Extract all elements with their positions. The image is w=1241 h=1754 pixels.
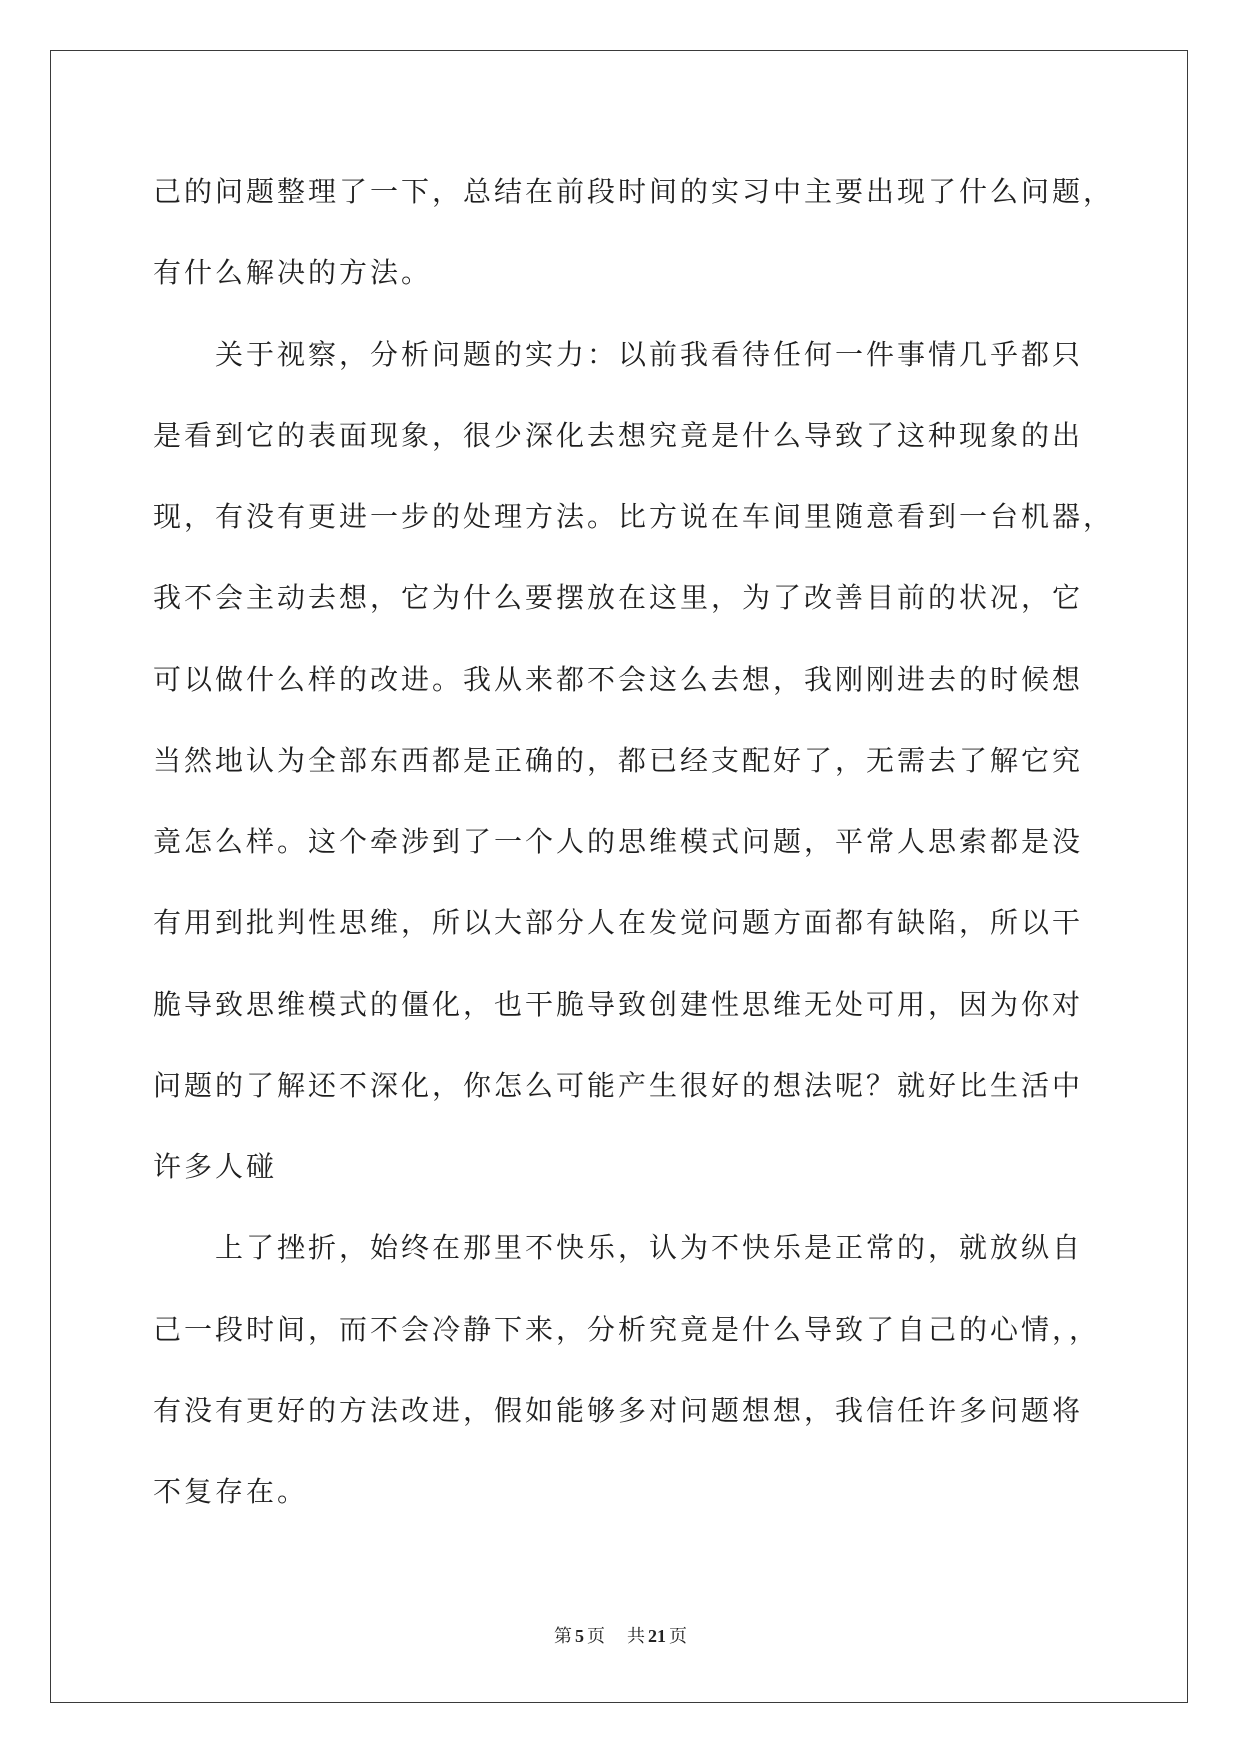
text-line: 我不会主动去想，它为什么要摆放在这里，为了改善目前的状况，它 [153,581,1084,615]
page-number-total [627,1626,687,1647]
text-line: 不复存在。 [153,1475,309,1508]
total-pages: 21 [648,1626,666,1646]
text-line: 问题的了解还不深化，你怎么可能产生很好的想法呢？就好比生活中 [153,1068,1084,1102]
text-line: 关于视察，分析问题的实力：以前我看待任何一件事情几乎都只 [215,337,1084,371]
page-suffix: 页 [587,1626,605,1647]
total-suffix: 页 [669,1626,687,1647]
page-number: 5 [575,1626,584,1646]
page-number-current [554,1626,605,1647]
page-prefix: 第 [554,1626,572,1647]
text-line: 有用到批判性思维，所以大部分人在发觉问题方面都有缺陷，所以干 [153,906,1084,940]
text-line: 上了挫折，始终在那里不快乐，认为不快乐是正常的，就放纵自 [215,1231,1084,1265]
text-line: 有什么解决的方法。 [153,256,433,290]
total-prefix: 共 [627,1626,645,1647]
text-line: 可以做什么样的改进。我从来都不会这么去想，我刚刚进去的时候想 [153,662,1084,696]
text-line: 许多人碰 [153,1150,278,1183]
text-line: 有没有更好的方法改进，假如能够多对问题想想，我信任许多问题将 [153,1393,1084,1427]
paragraph [153,151,1163,314]
text-line: 己的问题整理了一下，总结在前段时间的实习中主要出现了什么问题， [153,175,1115,208]
text-line: 脆导致思维模式的僵化，也干脆导致创建性思维无处可用，因为你对 [153,987,1084,1021]
text-line: 当然地认为全部东西都是正确的，都已经支配好了，无需去了解它究 [153,743,1084,777]
text-line: 竟怎么样。这个牵涉到了一个人的思维模式问题，平常人思索都是没 [153,825,1084,858]
text-line: 是看到它的表面现象，很少深化去想究竟是什么导致了这种现象的出 [153,418,1084,452]
text-line: 现，有没有更进一步的处理方法。比方说在车间里随意看到一台机器， [153,500,1115,533]
paragraph [153,314,1163,1208]
text-line: 己一段时间，而不会冷静下来，分析究竟是什么导致了自己的心情，， [153,1312,1101,1346]
document-body [153,151,1163,1532]
page-footer [0,1624,1241,1648]
paragraph [153,1207,1163,1532]
